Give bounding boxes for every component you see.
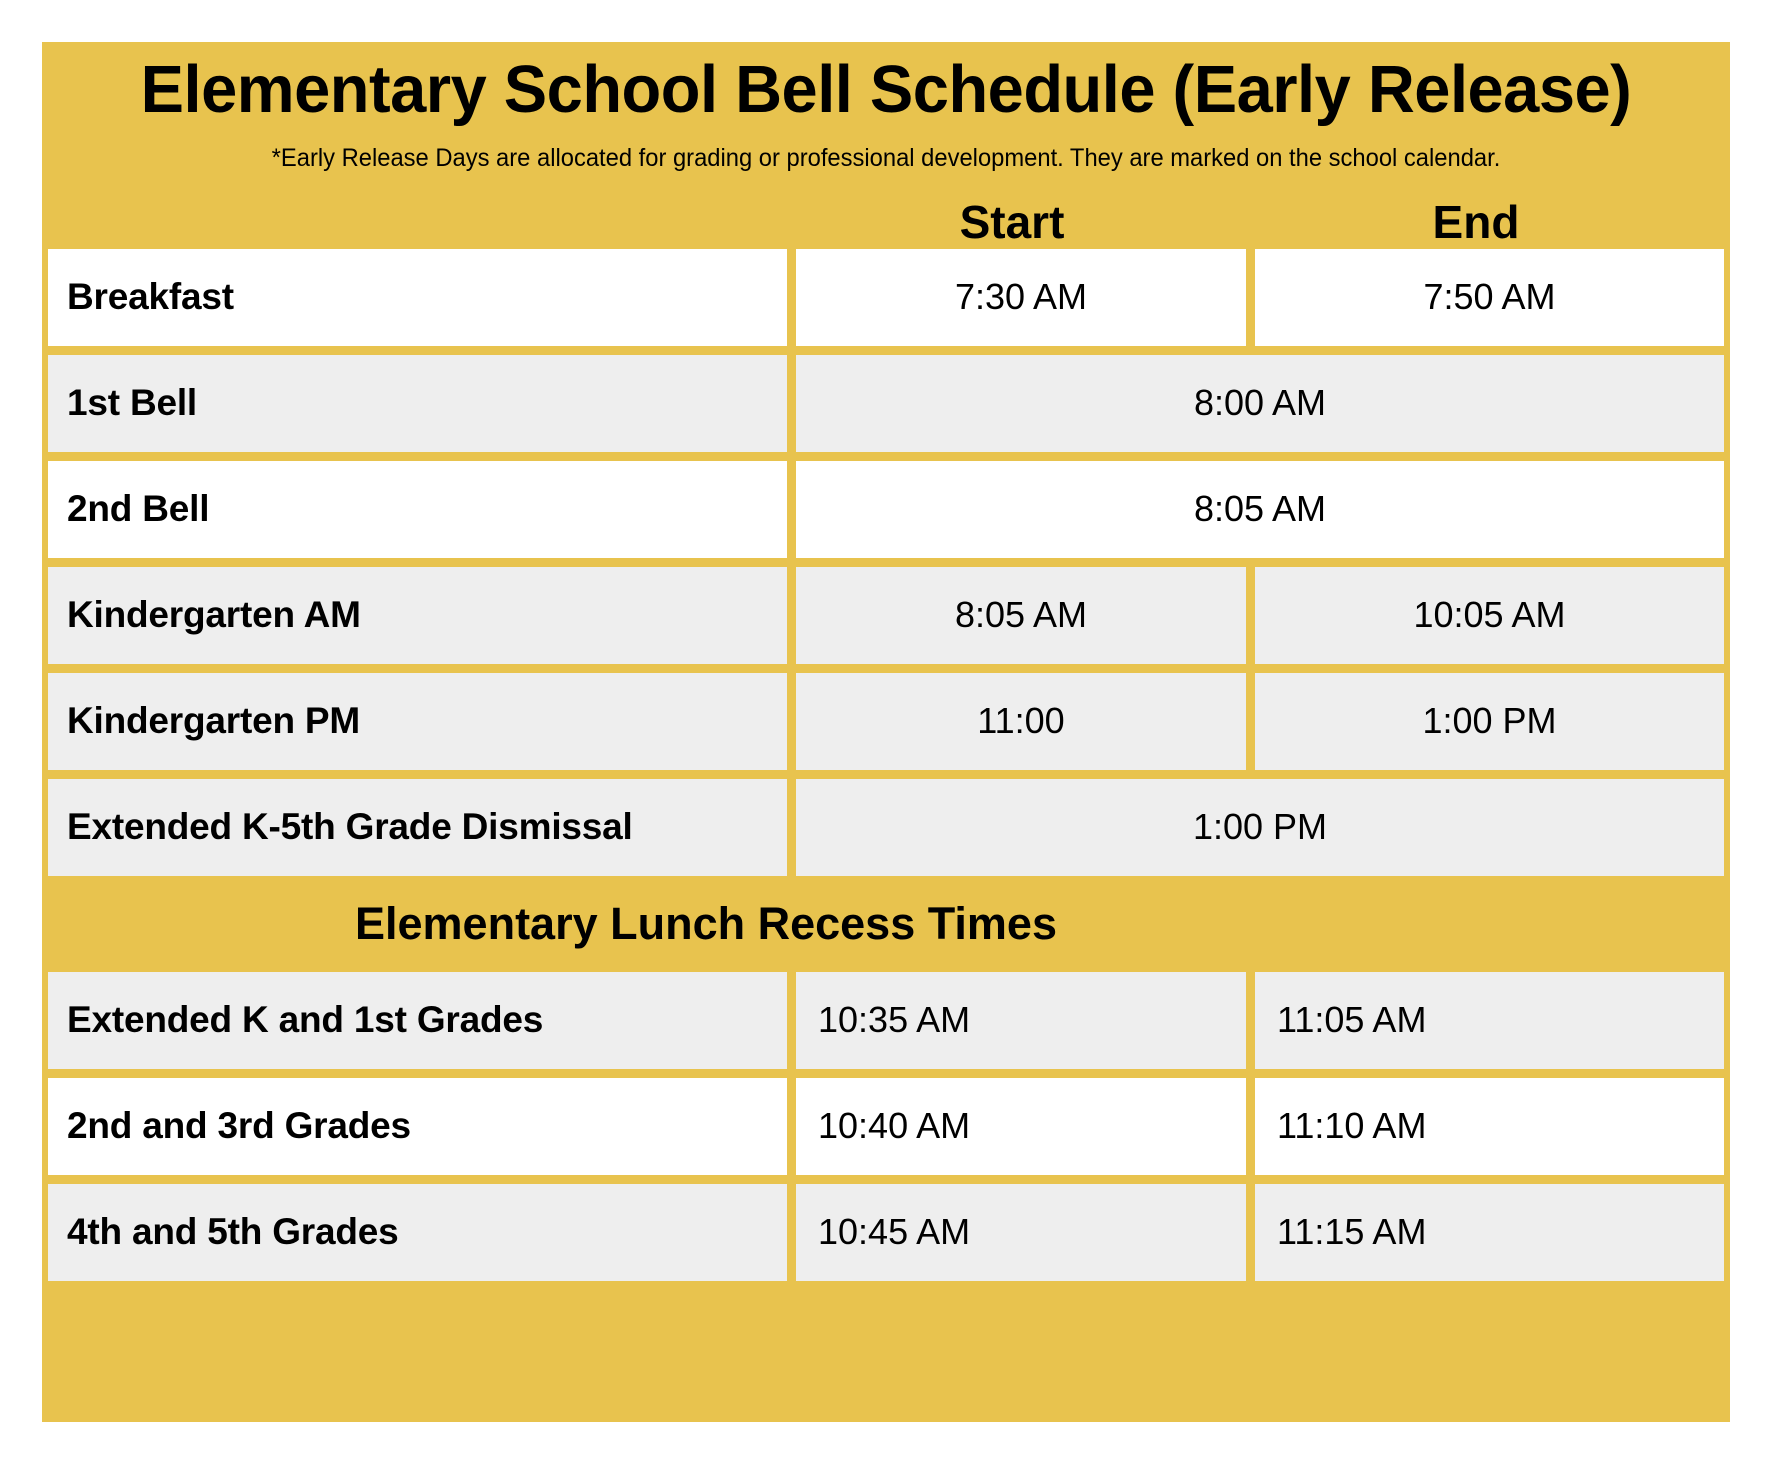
row-end-time: 1:00 PM [1255, 673, 1724, 770]
row-start-time: 7:30 AM [796, 249, 1246, 346]
row-label: 2nd and 3rd Grades [48, 1078, 787, 1175]
row-label: 1st Bell [48, 355, 787, 452]
lunch-section-banner: Elementary Lunch Recess Times [48, 885, 1724, 963]
row-start-time: 10:35 AM [796, 972, 1246, 1069]
row-label: 2nd Bell [48, 461, 787, 558]
row-label: Kindergarten PM [48, 673, 787, 770]
table-row [48, 1184, 1724, 1281]
table-row [48, 249, 1724, 346]
table-row [48, 972, 1724, 1069]
page-title: Elementary School Bell Schedule (Early Release) [140, 52, 1632, 127]
table-row [48, 1078, 1724, 1175]
row-end-time: 11:05 AM [1255, 972, 1724, 1069]
poster-header [42, 42, 1730, 173]
row-end-time: 7:50 AM [1255, 249, 1724, 346]
row-end-time: 10:05 AM [1255, 567, 1724, 664]
row-start-time: 10:40 AM [796, 1078, 1246, 1175]
column-header-end: End [1432, 195, 1520, 248]
row-end-time: 11:15 AM [1255, 1184, 1724, 1281]
schedule-table [42, 249, 1730, 1287]
row-merged-time: 1:00 PM [796, 779, 1724, 876]
row-merged-time: 8:00 AM [796, 355, 1724, 452]
table-row [48, 355, 1724, 452]
row-start-time: 11:00 [796, 673, 1246, 770]
row-label: 4th and 5th Grades [48, 1184, 787, 1281]
row-start-time: 8:05 AM [796, 567, 1246, 664]
table-row [48, 673, 1724, 770]
row-label: Extended K and 1st Grades [48, 972, 787, 1069]
bell-schedule-poster [42, 42, 1730, 1422]
column-header-row [42, 187, 1730, 249]
row-label: Extended K-5th Grade Dismissal [48, 779, 787, 876]
row-end-time: 11:10 AM [1255, 1078, 1724, 1175]
poster-subtitle-note: *Early Release Days are allocated for grading or professional development. They are marked on the school calendar. [271, 144, 1501, 172]
table-row [48, 567, 1724, 664]
table-row [48, 779, 1724, 876]
table-row [48, 461, 1724, 558]
column-header-start: Start [959, 195, 1065, 248]
row-label: Breakfast [48, 249, 787, 346]
row-label: Kindergarten AM [48, 567, 787, 664]
row-start-time: 10:45 AM [796, 1184, 1246, 1281]
row-merged-time: 8:05 AM [796, 461, 1724, 558]
